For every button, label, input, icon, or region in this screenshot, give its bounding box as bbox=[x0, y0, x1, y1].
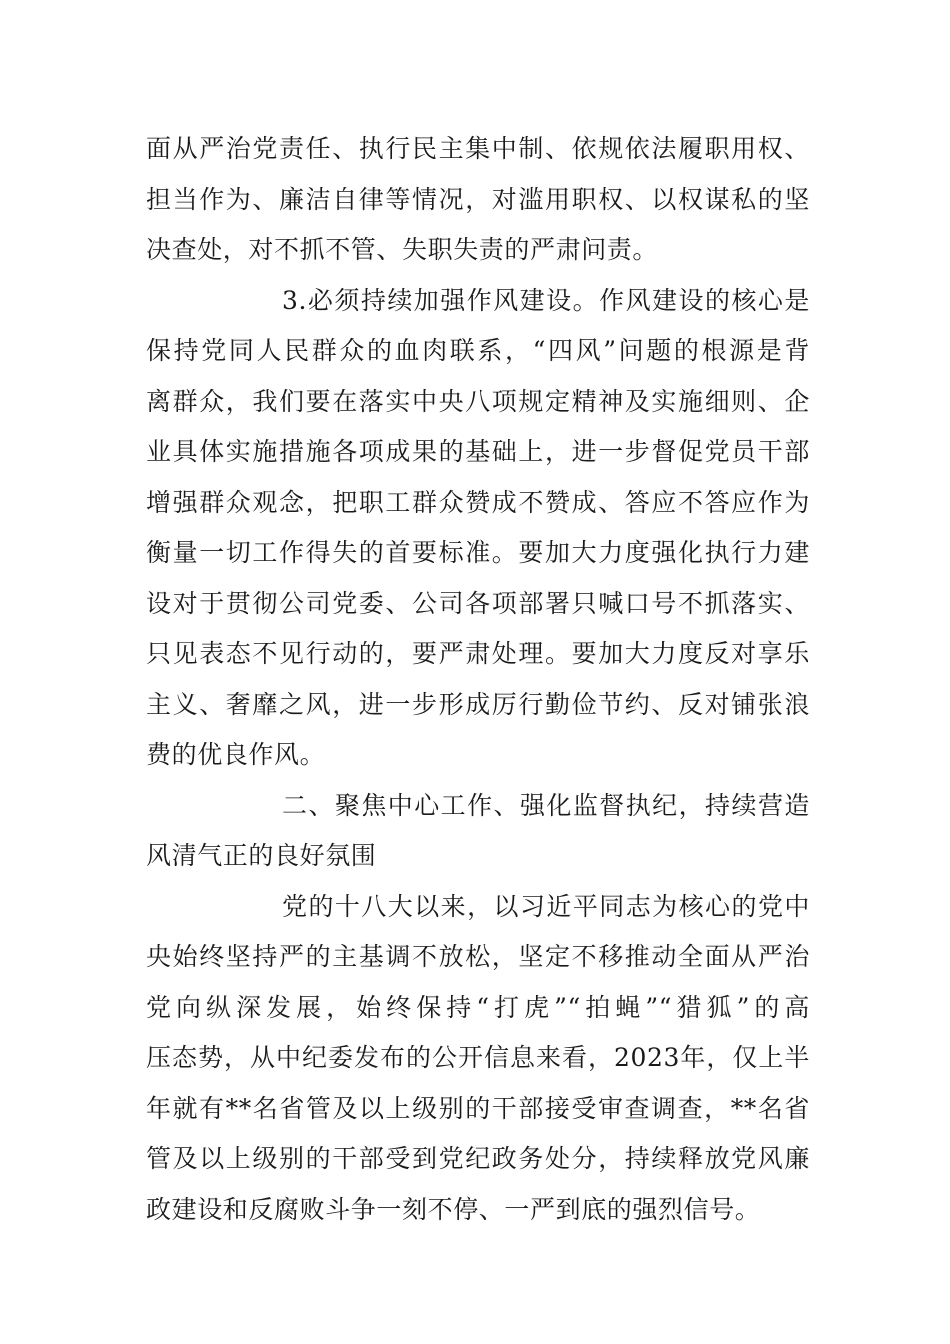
text-line: 担当作为、廉洁自律等情况，对滥用职权、以权谋私的坚 bbox=[146, 184, 810, 214]
paragraph-body-continuation bbox=[146, 124, 810, 276]
text-line: 保持党同人民群众的血肉联系，“四风”问题的根源是背 bbox=[146, 336, 810, 365]
text-line: 面从严治党责任、执行民主集中制、依规依法履职用权、 bbox=[146, 134, 810, 163]
paragraph-style-building bbox=[146, 276, 810, 781]
text-line: 业具体实施措施各项成果的基础上，进一步督促党员干部 bbox=[146, 437, 810, 466]
section-heading bbox=[146, 781, 810, 882]
heading-line: 二、聚焦中心工作、强化监督执纪，持续营造 bbox=[282, 790, 810, 820]
text-line: 主义、奢靡之风，进一步形成厉行勤俭节约、反对铺张浪 bbox=[146, 689, 810, 719]
text-line: 衡量一切工作得失的首要标准。要加大力度强化执行力建 bbox=[146, 538, 810, 567]
text-line: 只见表态不见行动的，要严肃处理。要加大力度反对享乐 bbox=[146, 639, 810, 668]
document-body bbox=[146, 124, 810, 1235]
paragraph-anti-corruption bbox=[146, 882, 810, 1236]
text-line: 决查处，对不抓不管、失职失责的严肃问责。 bbox=[146, 235, 659, 264]
text-line: 压态势，从中纪委发布的公开信息来看，2023年，仅上半 bbox=[146, 1043, 810, 1072]
text-line: 政建设和反腐败斗争一刻不停、一严到底的强烈信号。 bbox=[146, 1194, 761, 1224]
text-line: 央始终坚持严的主基调不放松，坚定不移推动全面从严治 bbox=[146, 942, 810, 971]
text-line: 3.必须持续加强作风建设。作风建设的核心是 bbox=[282, 285, 810, 315]
text-line: 党向纵深发展，始终保持“打虎”“拍蝇”“猎狐”的高 bbox=[146, 992, 810, 1022]
text-line: 党的十八大以来，以习近平同志为核心的党中 bbox=[282, 891, 810, 921]
text-line: 管及以上级别的干部受到党纪政务处分，持续释放党风廉 bbox=[146, 1144, 810, 1173]
text-line: 费的优良作风。 bbox=[146, 740, 326, 769]
text-line: 增强群众观念，把职工群众赞成不赞成、答应不答应作为 bbox=[146, 487, 810, 517]
text-line: 离群众，我们要在落实中央八项规定精神及实施细则、企 bbox=[146, 386, 810, 416]
heading-line: 风清气正的良好氛围 bbox=[146, 841, 377, 870]
text-line: 年就有**名省管及以上级别的干部接受审查调查，**名省 bbox=[146, 1093, 810, 1123]
text-line: 设对于贯彻公司党委、公司各项部署只喊口号不抓落实、 bbox=[146, 588, 810, 618]
